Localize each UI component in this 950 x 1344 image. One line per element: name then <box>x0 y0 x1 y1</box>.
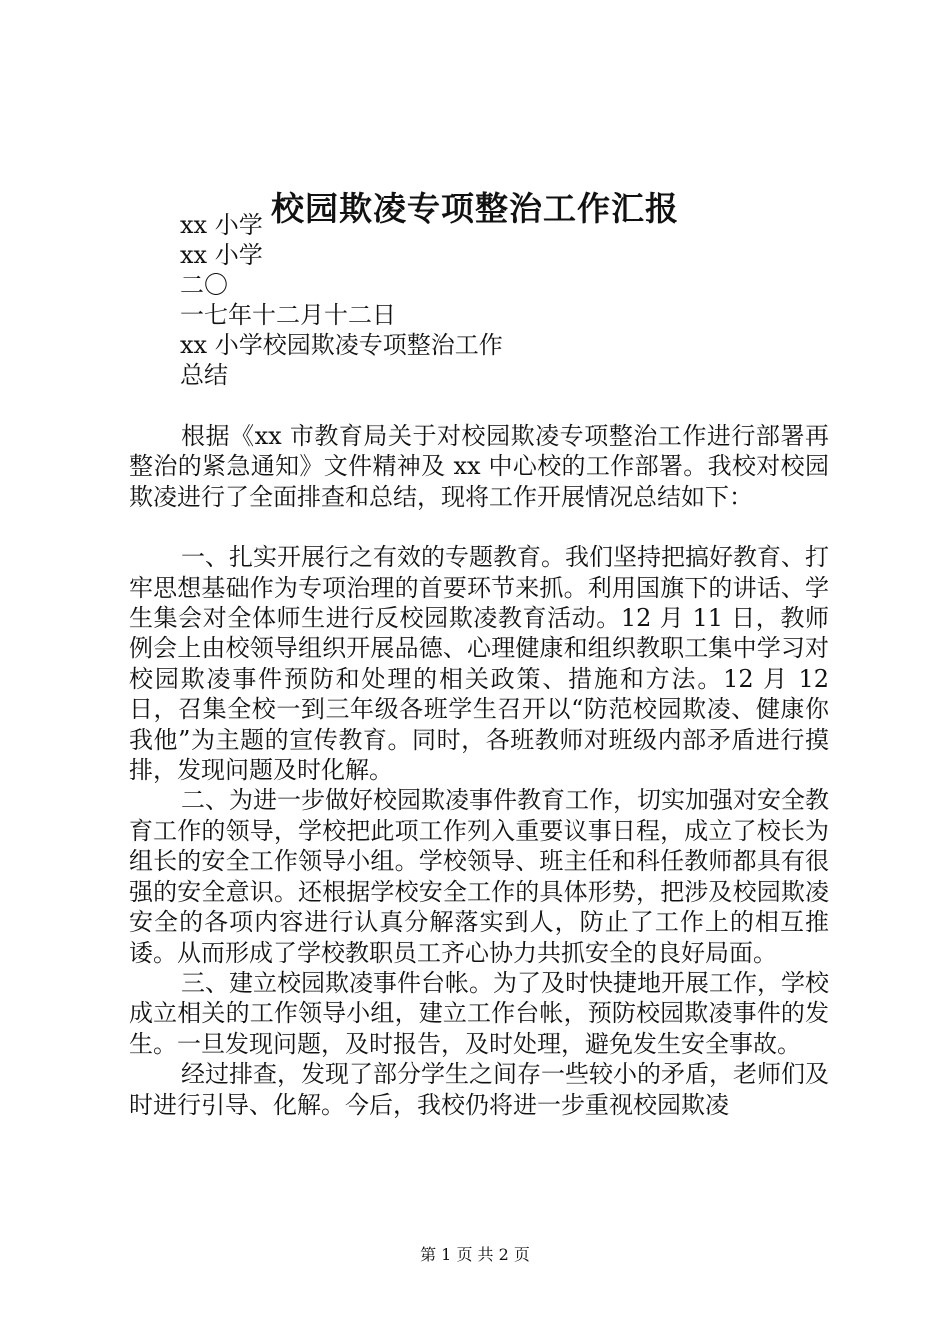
body-paragraph: 二、为进一步做好校园欺凌事件教育工作，切实加强对安全教育工作的领导，学校把此项工作列入重要议事日程，成立了校长为组长的安全工作领导小组。学校领导、班主任和科任教师都具有很强的安全意识。还根据学校安全工作的具体形势，把涉及校园欺凌安全的各项内容进行认真分解落实到人，防止了工作上的相互推诿。从而形成了学校教职员工齐心协力共抓安全的良好局面。 <box>129 786 829 967</box>
school-name-line: xx 小学 <box>180 211 263 239</box>
subtitle-line-end: 总结 <box>180 361 228 389</box>
date-line-year-part: 二〇 <box>180 271 228 299</box>
subtitle-line: xx 小学校园欺凌专项整治工作 <box>180 331 503 359</box>
body-paragraph: 三、建立校园欺凌事件台帐。为了及时快捷地开展工作，学校成立相关的工作领导小组，建立工作台帐，预防校园欺凌事件的发生。一旦发现问题，及时报告，及时处理，避免发生安全事故。 <box>129 968 829 1058</box>
page-number-footer: 第 1 页 共 2 页 <box>420 1245 530 1264</box>
date-line: 一七年十二月十二日 <box>180 301 396 329</box>
document-body <box>129 421 829 1120</box>
school-name-line: xx 小学 <box>180 241 263 269</box>
page-title: 校园欺凌专项整治工作汇报 <box>271 189 679 228</box>
body-paragraph: 经过排查，发现了部分学生之间存一些较小的矛盾，老师们及时进行引导、化解。今后，我校仍将进一步重视校园欺凌 <box>129 1060 829 1119</box>
document-meta-block <box>180 210 860 390</box>
body-paragraph: 一、扎实开展行之有效的专题教育。我们坚持把搞好教育、打牢思想基础作为专项治理的首要环节来抓。利用国旗下的讲话、学生集会对全体师生进行反校园欺凌教育活动。12 月 11 日，教师例会上由校领导组织开展品德、心理健康和组织教职工集中学习对校园欺凌事件预防和处理的相关政策、措施和方法。12 月 12 日，召集全校一到三年级各班学生召开以“防范校园欺凌、健康你我他”为主题的宣传教育。同时，各班教师对班级内部矛盾进行摸排，发现问题及时化解。 <box>129 543 829 785</box>
intro-paragraph: 根据《xx 市教育局关于对校园欺凌专项整治工作进行部署再整治的紧急通知》文件精神及 xx 中心校的工作部署。我校对校园欺凌进行了全面排查和总结，现将工作开展情况总结如下： <box>129 422 829 511</box>
